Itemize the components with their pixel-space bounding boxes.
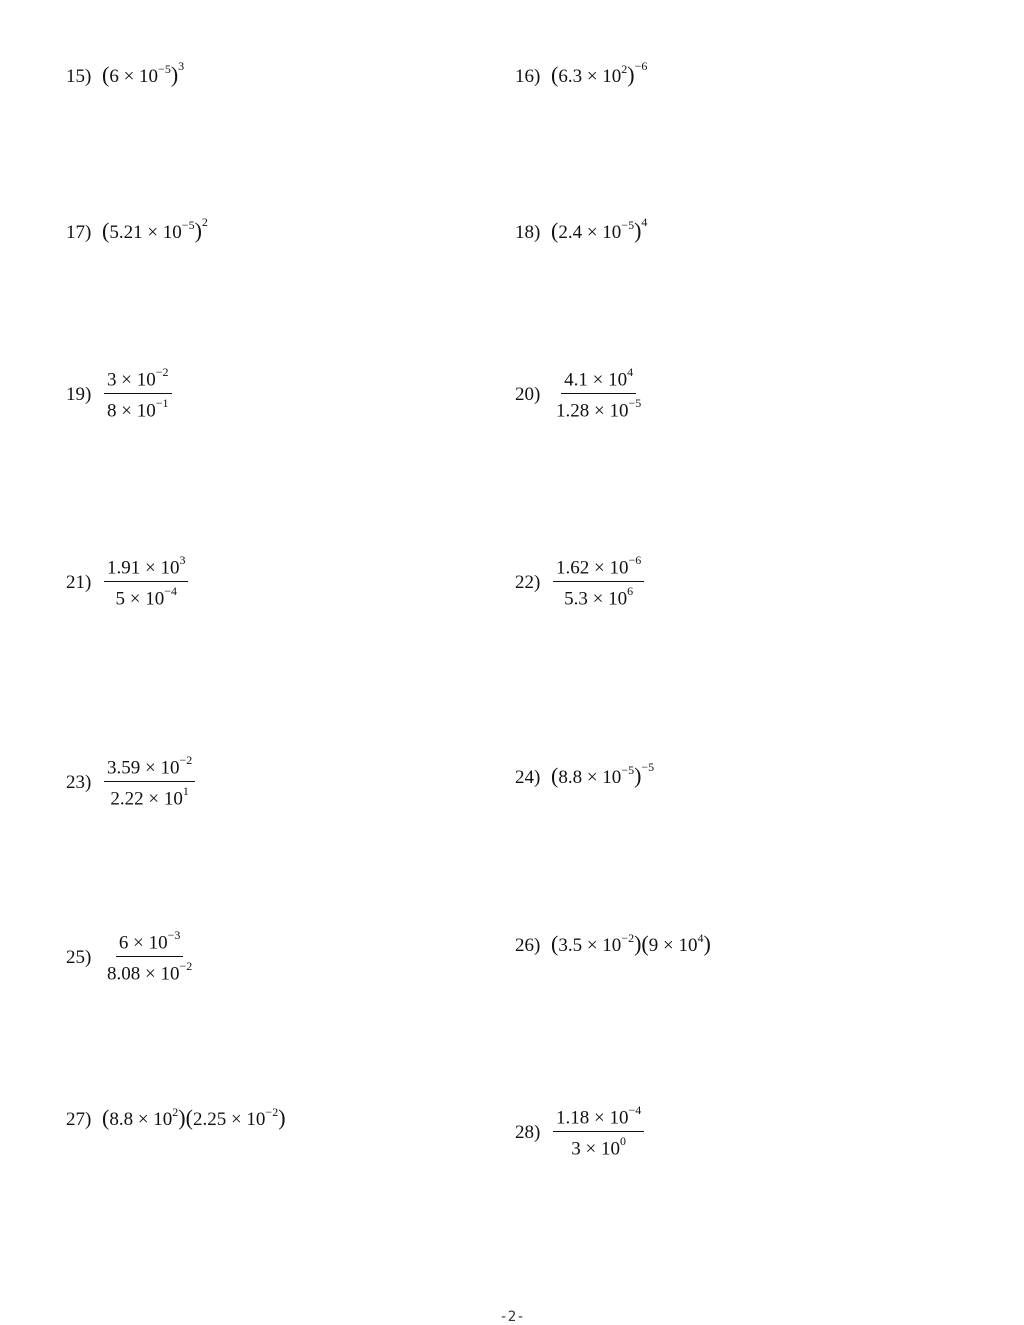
denominator <box>104 957 195 983</box>
problem-number: 20) <box>515 383 541 405</box>
problem-number: 21) <box>66 571 92 593</box>
numerator-base: 3.59 × 10 <box>107 757 180 779</box>
denominator-exponent: −2 <box>179 959 193 974</box>
problem-number: 16) <box>515 66 541 87</box>
product-expression: $(8.8 \times 10^2)(2.25 \times 10^{-2})$ <box>102 1104 286 1130</box>
denominator-base: 8.08 × 10 <box>107 963 180 985</box>
denominator <box>112 582 180 608</box>
problem-20 <box>515 365 644 422</box>
outer-exponent: −6 <box>634 59 648 73</box>
problem-number: 24) <box>515 767 541 788</box>
denominator-base: 8 × 10 <box>107 400 156 422</box>
denominator-exponent: −4 <box>164 584 177 599</box>
numerator-exponent: −6 <box>628 553 642 567</box>
problem-number: 25) <box>66 946 92 968</box>
problem-24 <box>515 761 654 787</box>
problem-number: 22) <box>515 571 541 593</box>
power-expression: $(6 \times 10^{-5})^3$ <box>102 59 185 87</box>
numerator <box>104 365 172 394</box>
denominator <box>104 394 172 420</box>
numerator-exponent: −4 <box>628 1103 642 1117</box>
numerator-exponent: −2 <box>155 365 169 379</box>
outer-exponent: 3 <box>178 59 185 73</box>
numerator <box>553 553 644 582</box>
numerator-base: 6 × 10 <box>118 932 168 954</box>
second-factor-base: 2.25 × 10 <box>192 1109 266 1130</box>
numerator <box>553 1103 644 1132</box>
numerator-base: 1.91 × 10 <box>107 557 180 579</box>
numerator <box>561 365 636 394</box>
first-factor-base: 3.5 × 10 <box>558 935 622 956</box>
product-expression: $(3.5 \times 10^{-2})(9 \times 10^4)$ <box>551 930 711 956</box>
numerator <box>104 753 195 782</box>
page-number: -2- <box>499 1309 525 1325</box>
problem-16 <box>515 60 647 86</box>
inner-exponent: −5 <box>621 762 635 777</box>
inner-exponent: −5 <box>181 217 195 232</box>
denominator <box>561 582 636 608</box>
denominator-base: 3 × 10 <box>571 1138 620 1160</box>
denominator-exponent: −5 <box>628 396 642 411</box>
fraction-expression <box>104 365 172 422</box>
problem-number: 17) <box>66 222 92 243</box>
numerator-exponent: −2 <box>179 753 193 767</box>
numerator <box>104 553 188 582</box>
numerator-exponent: 4 <box>627 365 634 379</box>
fraction-expression <box>553 553 644 610</box>
denominator <box>568 1132 629 1158</box>
problem-23 <box>66 753 195 810</box>
outer-exponent: 4 <box>641 215 648 229</box>
numerator <box>116 928 184 957</box>
power-expression: $(5.21 \times 10^{-5})^2$ <box>102 215 208 243</box>
denominator-exponent: −1 <box>155 396 169 411</box>
problem-18 <box>515 216 647 242</box>
denominator-exponent: 6 <box>627 584 634 599</box>
problem-22 <box>515 553 644 610</box>
problem-number: 23) <box>66 771 92 793</box>
problem-number: 15) <box>66 66 92 87</box>
problem-21 <box>66 553 188 610</box>
denominator-exponent: 1 <box>182 784 189 799</box>
problem-number: 19) <box>66 383 92 405</box>
power-expression: $(2.4 \times 10^{-5})^4$ <box>551 215 648 243</box>
inner-exponent: 2 <box>621 61 628 76</box>
first-factor-base: 8.8 × 10 <box>109 1109 173 1130</box>
denominator-base: 1.28 × 10 <box>556 400 629 422</box>
problem-28 <box>515 1103 644 1160</box>
numerator-exponent: −3 <box>167 928 181 942</box>
expression-base: 5.21 × 10 <box>109 222 182 243</box>
outer-exponent: 2 <box>201 215 208 229</box>
problem-number: 26) <box>515 935 541 956</box>
problem-27 <box>66 1104 286 1130</box>
numerator-base: 3 × 10 <box>107 369 156 391</box>
denominator <box>107 782 191 808</box>
expression-base: 8.8 × 10 <box>558 767 622 788</box>
problem-15 <box>66 60 184 86</box>
power-expression: $(6.3 \times 10^2)^{-6}$ <box>551 59 648 87</box>
fraction-expression <box>553 1103 644 1160</box>
numerator-exponent: 3 <box>179 553 186 567</box>
fraction-expression <box>104 753 195 810</box>
first-factor-exponent: 2 <box>172 1104 179 1119</box>
second-factor-exponent: 4 <box>697 930 704 945</box>
expression-base: 2.4 × 10 <box>558 222 622 243</box>
fraction-expression <box>104 928 195 985</box>
problem-number: 28) <box>515 1121 541 1143</box>
numerator-base: 1.62 × 10 <box>556 557 629 579</box>
denominator-base: 2.22 × 10 <box>110 788 183 810</box>
expression-base: 6.3 × 10 <box>558 66 622 87</box>
fraction-expression <box>553 365 644 422</box>
power-expression: $(8.8 \times 10^{-5})^{-5}$ <box>551 760 655 788</box>
problem-number: 27) <box>66 1109 92 1130</box>
denominator <box>553 394 644 420</box>
inner-exponent: −5 <box>158 61 171 76</box>
expression-base: 6 × 10 <box>109 66 159 87</box>
fraction-expression <box>104 553 188 610</box>
problem-19 <box>66 365 172 422</box>
problem-26 <box>515 930 711 956</box>
outer-exponent: −5 <box>641 760 655 774</box>
problem-17 <box>66 216 208 242</box>
second-factor-exponent: −2 <box>265 1104 279 1119</box>
numerator-base: 1.18 × 10 <box>556 1107 629 1129</box>
denominator-base: 5 × 10 <box>115 588 165 610</box>
numerator-base: 4.1 × 10 <box>564 369 628 391</box>
second-factor-base: 9 × 10 <box>648 935 698 956</box>
first-factor-exponent: −2 <box>621 930 635 945</box>
denominator-exponent: 0 <box>619 1134 626 1149</box>
problem-number: 18) <box>515 222 541 243</box>
denominator-base: 5.3 × 10 <box>564 588 628 610</box>
problem-25 <box>66 928 195 985</box>
inner-exponent: −5 <box>621 217 635 232</box>
